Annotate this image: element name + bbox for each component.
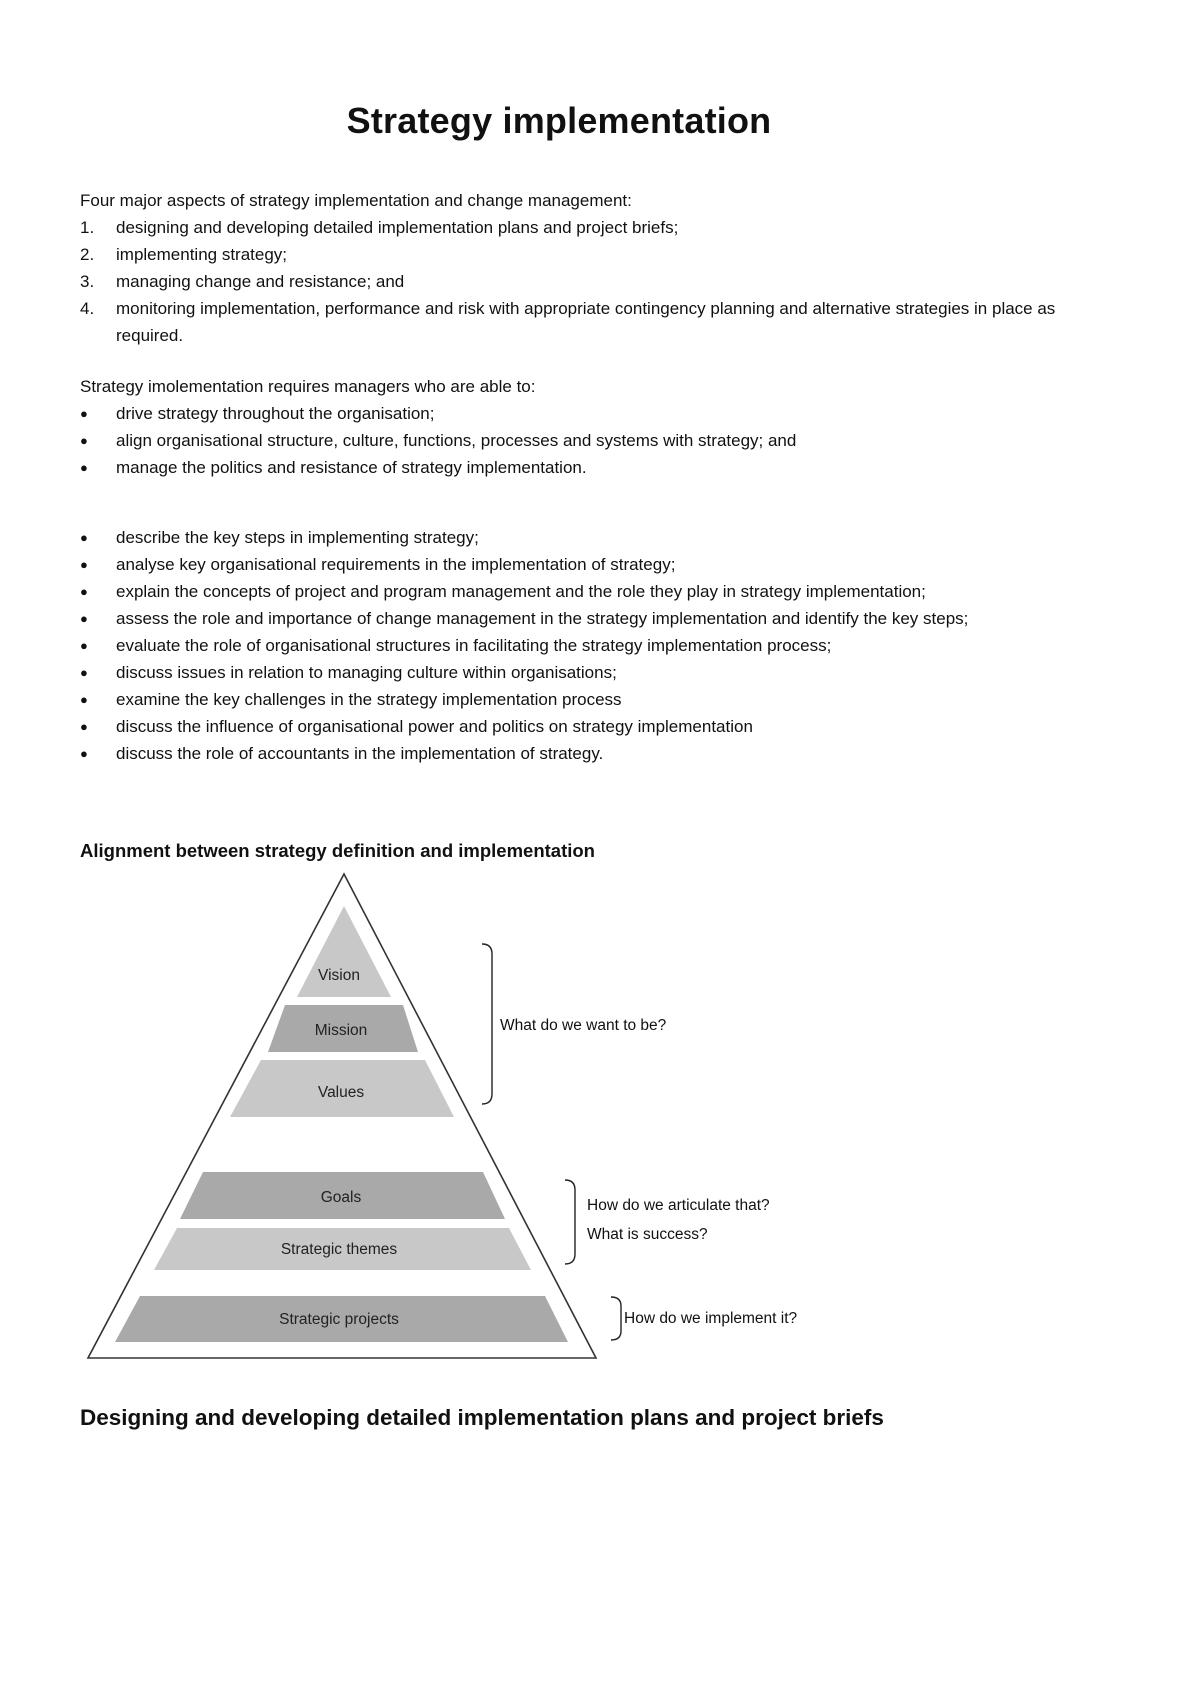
list-item-text: designing and developing detailed implementation plans and project briefs; bbox=[116, 218, 679, 237]
bullet-icon: ● bbox=[80, 584, 88, 599]
page-title: Strategy implementation bbox=[346, 100, 772, 141]
list-number: 4. bbox=[80, 299, 95, 318]
bullet-icon: ● bbox=[80, 460, 88, 475]
success-question: What is success? bbox=[587, 1226, 708, 1243]
list-item-text: manage the politics and resistance of strategy implementation. bbox=[116, 458, 587, 477]
articulate-question: How do we articulate that? bbox=[587, 1197, 770, 1214]
list-item-text: implementing strategy; bbox=[116, 245, 288, 264]
list-item-text: discuss issues in relation to managing culture within organisations; bbox=[116, 663, 617, 682]
values-label: Values bbox=[317, 1084, 365, 1101]
strategic-themes-label: Strategic themes bbox=[280, 1241, 398, 1258]
diagram-heading: Alignment between strategy definition and implementation bbox=[80, 840, 595, 861]
list-item-text: align organisational structure, culture, functions, processes and systems with strategy; and bbox=[116, 431, 797, 450]
goals-label: Goals bbox=[320, 1189, 362, 1206]
list-item-text: describe the key steps in implementing strategy; bbox=[116, 528, 479, 547]
implement-question: How do we implement it? bbox=[624, 1310, 798, 1327]
bullet-icon: ● bbox=[80, 530, 88, 545]
bullet-icon: ● bbox=[80, 665, 88, 680]
managers-intro: Strategy imolementation requires managers who are able to: bbox=[80, 377, 536, 396]
bullet-icon: ● bbox=[80, 638, 88, 653]
list-item-text: evaluate the role of organisational structures in facilitating the strategy implementation process; bbox=[116, 636, 832, 655]
bullet-icon: ● bbox=[80, 719, 88, 734]
list-item-text: analyse key organisational requirements in the implementation of strategy; bbox=[116, 555, 676, 574]
bullet-icon: ● bbox=[80, 406, 88, 421]
list-item-text: monitoring implementation, performance and risk with appropriate contingency planning and alternative strategies in place as required. bbox=[116, 299, 1056, 345]
bullet-icon: ● bbox=[80, 557, 88, 572]
brace-icon bbox=[611, 1297, 621, 1340]
brace-icon bbox=[565, 1180, 575, 1264]
brace-icon bbox=[482, 944, 492, 1104]
bullet-icon: ● bbox=[80, 692, 88, 707]
list-item-text: discuss the influence of organisational power and politics on strategy implementation bbox=[116, 717, 753, 736]
list-number: 3. bbox=[80, 272, 95, 291]
list-item-text: managing change and resistance; and bbox=[116, 272, 405, 291]
list-item-text: examine the key challenges in the strategy implementation process bbox=[116, 690, 622, 709]
strategic-projects-label: Strategic projects bbox=[279, 1311, 399, 1328]
list-item-text: assess the role and importance of change management in the strategy implementation and identify the key steps; bbox=[116, 609, 969, 628]
bullet-icon: ● bbox=[80, 746, 88, 761]
want-question: What do we want to be? bbox=[500, 1017, 667, 1034]
list-item-text: drive strategy throughout the organisation; bbox=[116, 404, 435, 423]
list-item-text: discuss the role of accountants in the implementation of strategy. bbox=[116, 744, 604, 763]
section-heading: Designing and developing detailed implementation plans and project briefs bbox=[80, 1405, 884, 1430]
bullet-icon: ● bbox=[80, 433, 88, 448]
list-number: 1. bbox=[80, 218, 95, 237]
vision-label: Vision bbox=[318, 967, 360, 984]
bullet-icon: ● bbox=[80, 611, 88, 626]
list-number: 2. bbox=[80, 245, 95, 264]
mission-label: Mission bbox=[314, 1022, 368, 1039]
list-item-text: explain the concepts of project and program management and the role they play in strategy implementation; bbox=[116, 582, 926, 601]
aspects-intro: Four major aspects of strategy implementation and change management: bbox=[80, 191, 632, 210]
